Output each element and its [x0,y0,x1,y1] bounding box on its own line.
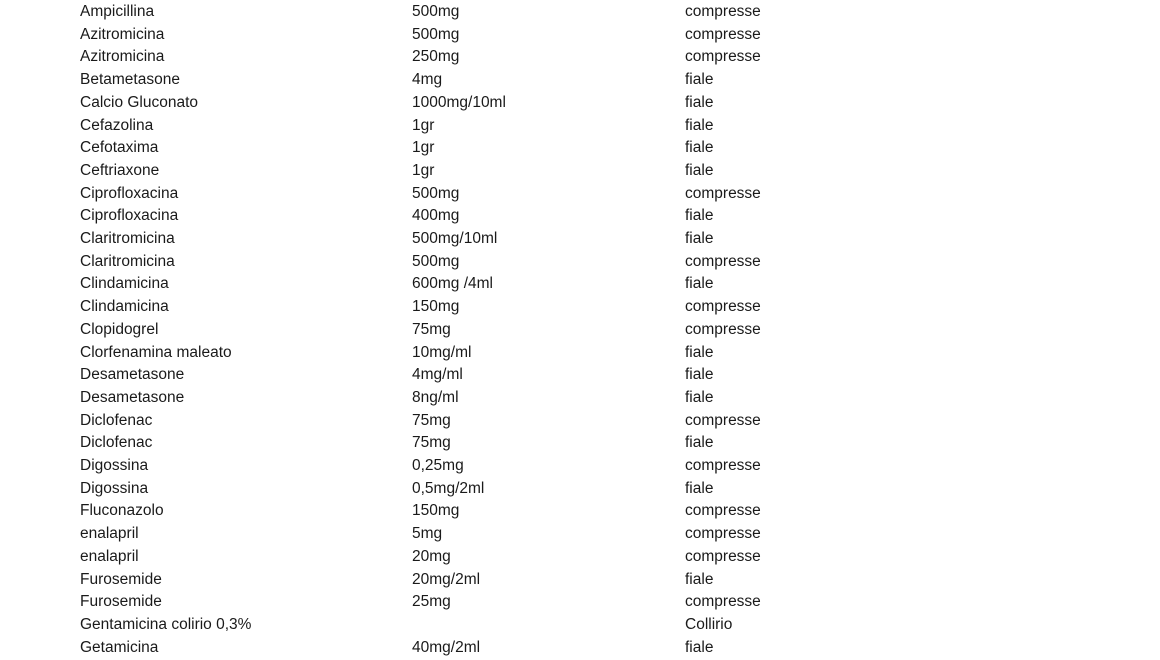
table-row [0,478,1160,500]
table-row [0,24,1160,46]
drug-dose: 1000mg/10ml [412,93,506,111]
drug-dose: 0,25mg [412,457,464,474]
table-row [0,46,1160,68]
drug-name: Cefazolina [80,116,154,134]
drug-form: fiale [685,161,714,179]
drug-form: fiale [685,71,714,89]
table-row [0,387,1160,409]
drug-dose: 500mg [412,3,460,20]
drug-dose: 20mg/2ml [412,570,481,588]
table-row [0,137,1160,159]
drug-dose: 1gr [412,116,435,134]
drug-name: Calcio Gluconato [80,93,199,111]
drug-dose: 500mg [412,25,460,43]
drug-form: fiale [685,388,714,406]
drug-dose: 75mg [412,434,451,452]
drug-name: Diclofenac [80,434,153,452]
drug-dose: 500mg [412,252,460,270]
table-row [0,364,1160,386]
drug-dose: 8ng/ml [412,388,459,406]
drug-dose: 75mg [412,411,451,429]
drug-name: Ceftriaxone [80,161,160,179]
drug-dose: 500mg [412,184,460,202]
table-row [0,432,1160,454]
drug-name: Clopidogrel [80,320,159,338]
drug-form: compresse [685,593,761,611]
drug-name: Fluconazolo [80,502,164,520]
drug-dose: 150mg [412,298,460,316]
drug-dose: 1gr [412,139,435,157]
table-row [0,115,1160,137]
table-row [0,92,1160,114]
drug-form: compresse [685,48,761,66]
drug-form: fiale [685,343,714,361]
table-row [0,251,1160,273]
drug-form: fiale [685,638,714,656]
table-row [0,523,1160,545]
drug-name: Furosemide [80,593,162,611]
table-row [0,410,1160,432]
drug-name: Claritromicina [80,230,175,247]
drug-form: fiale [685,275,714,293]
drug-form: compresse [685,320,761,338]
drug-dose: 10mg/ml [412,343,472,361]
table-row [0,546,1160,568]
drug-form: fiale [685,116,714,134]
drug-name: Gentamicina colirio 0,3% [80,615,252,633]
drug-dose: 25mg [412,593,451,611]
table-row [0,342,1160,364]
drug-name: Digossina [80,457,149,474]
drug-form: compresse [685,457,761,474]
drug-name: Betametasone [80,71,180,89]
drug-form: fiale [685,139,714,157]
table-row [0,273,1160,295]
drug-name: Desametasone [80,388,185,406]
drug-name: Ampicillina [80,3,155,20]
table-row [0,183,1160,205]
drug-dose: 0,5mg/2ml [412,479,485,497]
drug-form: fiale [685,93,714,111]
drug-form: compresse [685,525,761,543]
drug-dose: 250mg [412,48,460,66]
drug-name: Claritromicina [80,252,175,270]
drug-name: Azitromicina [80,25,165,43]
drug-form: fiale [685,366,714,384]
table-row [0,1,1160,23]
drug-dose: 5mg [412,525,443,543]
drug-dose: 400mg [412,207,460,225]
drug-form: compresse [685,411,761,429]
drug-form: fiale [685,207,714,225]
drug-dose: 75mg [412,320,451,338]
drug-form: compresse [685,3,761,20]
table-row [0,69,1160,91]
table-row [0,319,1160,341]
drug-dose: 40mg/2ml [412,638,481,656]
drug-name: Ciprofloxacina [80,207,179,225]
drug-form: compresse [685,298,761,316]
drug-name: Azitromicina [80,48,165,66]
drug-name: enalapril [80,525,139,543]
drug-name: enalapril [80,547,139,565]
table-row [0,500,1160,522]
drug-form: compresse [685,502,761,520]
table-row [0,569,1160,591]
table-row [0,296,1160,318]
drug-name: Clindamicina [80,298,169,316]
drug-dose: 1gr [412,161,435,179]
drug-form: compresse [685,252,761,270]
drug-form: compresse [685,547,761,565]
drug-name: Diclofenac [80,411,153,429]
drug-name: Furosemide [80,570,162,588]
drug-name: Cefotaxima [80,139,159,157]
table-row [0,160,1160,182]
drug-dose: 4mg/ml [412,366,463,384]
drug-dose: 20mg [412,547,451,565]
drug-form: compresse [685,184,761,202]
table-row [0,637,1160,659]
table-row [0,205,1160,227]
drug-dose: 150mg [412,502,460,520]
drug-dose: 4mg [412,71,443,89]
drug-form: compresse [685,25,761,43]
drug-name: Digossina [80,479,149,497]
drug-dose: 500mg/10ml [412,230,498,247]
drug-name: Desametasone [80,366,185,384]
drug-form: fiale [685,434,714,452]
table-row [0,614,1160,636]
drug-name: Getamicina [80,638,159,656]
table-row [0,455,1160,477]
drug-dose: 600mg /4ml [412,275,493,293]
drug-form: fiale [685,479,714,497]
drug-form: fiale [685,230,714,247]
drug-form: fiale [685,570,714,588]
drug-form: Collirio [685,615,733,633]
table-row [0,591,1160,613]
drug-name: Ciprofloxacina [80,184,179,202]
drug-name: Clorfenamina maleato [80,343,232,361]
table-row [0,228,1160,250]
drug-name: Clindamicina [80,275,169,293]
